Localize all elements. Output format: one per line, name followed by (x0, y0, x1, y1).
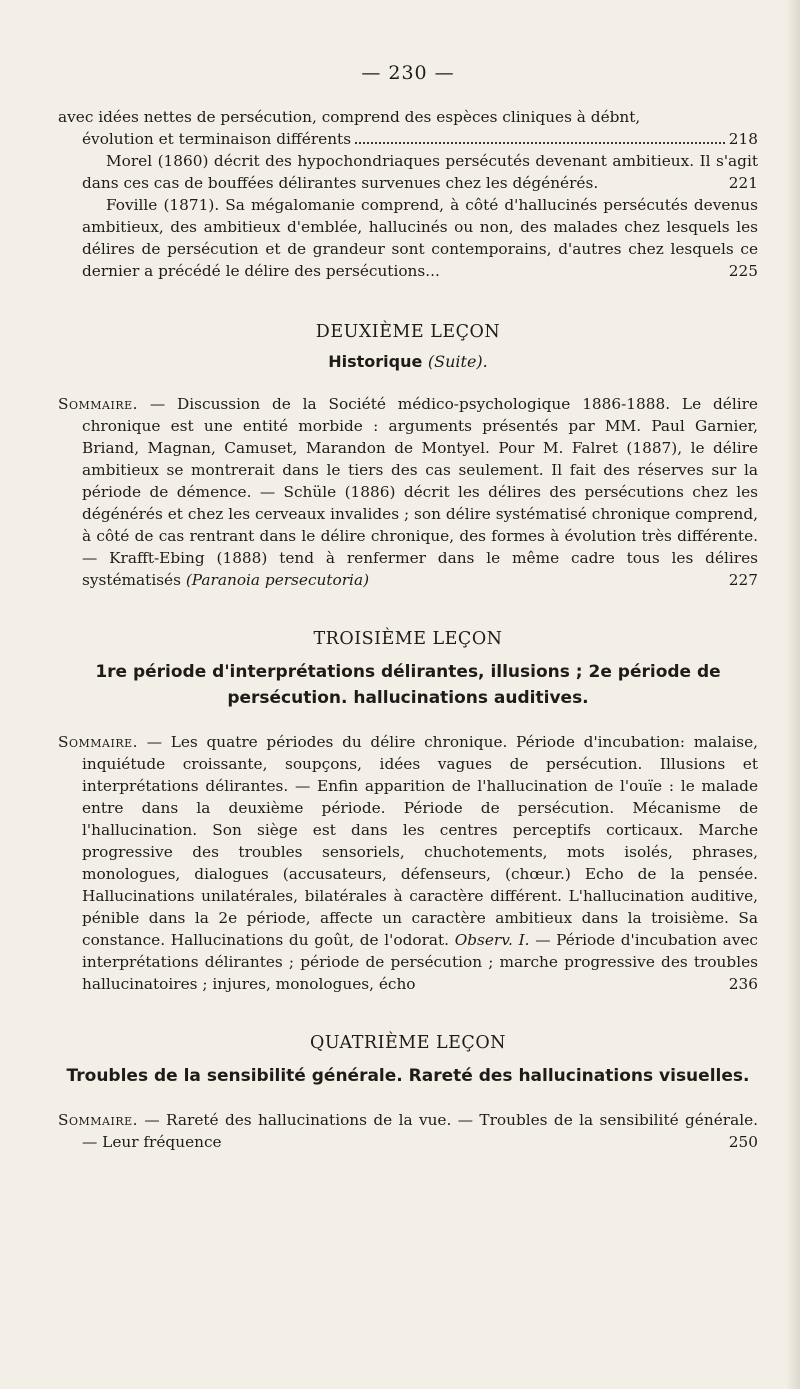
page-ref: 221 (728, 174, 758, 192)
toc-entry: évolution et terminaison différents 218 (82, 130, 758, 148)
continuation-line: avec idées nettes de persécution, comprend des espèces cliniques à débnt, (58, 108, 641, 126)
lesson-title: DEUXIÈME LEÇON (315, 322, 501, 342)
summary-label: Sommaire. (58, 733, 138, 751)
lesson-heading: 1re période d'interprétations délirantes, illusions ; 2e période de persécution. hallucinations auditives. (95, 662, 721, 708)
lesson-subtitle: Historique (Suite). (328, 352, 488, 371)
document-page (58, 62, 758, 1153)
summary-paragraph: Sommaire. — Rareté des hallucinations de la vue. — Troubles de la sensibilité générale. — Leur fréquence 250 (58, 1111, 758, 1151)
page-edge-shadow (786, 0, 800, 1389)
toc-entry-foville: Foville (1871). Sa mégalomanie comprend, à côté d'hallucinés persécutés devenus ambitieux, des ambitieux d'emblée, hallucinés ou non, des malades chez lesquels les délires de persécution et de grandeur sont contemporains, d'autres chez lesquels ce dernier a précédé le délire des persécutions... 225 (82, 196, 758, 280)
page-ref: 218 (728, 130, 758, 148)
summary-label: Sommaire. (58, 1111, 138, 1129)
summary-paragraph: Sommaire. — Discussion de la Société médico-psychologique 1886-1888. Le délire chronique est une entité morbide : arguments présentés par MM. Paul Garnier, Briand, Magnan, Camuset, Marandon de Montyel. Pour M. Falret (1887), le délire ambitieux se montrerait dans le tiers des cas seulement. Il fait des réserves sur la période de démence. — Schüle (1886) décrit les délires des persécutions chez les dégénérés et chez les cerveaux invalides ; son délire systématisé chronique comprend, à côté de cas rentrant dans le délire chronique, des formes à évolution très différente. — Krafft-Ebing (1888) tend à renfermer dans le même cadre tous les délires systématisés (Paranoia persecutoria) 227 (58, 395, 758, 589)
entry-group (82, 150, 758, 282)
summary-label: Sommaire. (58, 395, 138, 413)
lesson-title: TROISIÈME LEÇON (313, 629, 503, 649)
summary-paragraph: Sommaire. — Les quatre périodes du délire chronique. Période d'incubation: malaise, inquiétude croissante, soupçons, idées vagues de persécution. Illusions et interprétations délirantes. — Enfin apparition de l'hallucination de l'ouïe : le malade entre dans la deuxième période. Période de persécution. Mécanisme de l'hallucination. Son siège est dans les centres perceptifs corticaux. Marche progressive des troubles sensoriels, chuchotements, mots isolés, phrases, monologues, dialogues (accusateurs, défenseurs, (chœur.) Echo de la pensée. Hallucinations unilatérales, bilatérales à caractère différent. L'hallucination auditive, pénible dans la 2e période, affecte un caractère ambitieux dans la troisième. Sa constance. Hallucinations du goût, de l'odorat. Observ. I. — Période d'incubation avec interprétations délirantes ; période de persécution ; marche progressive des troubles hallucinatoires ; injures, monologues, écho 236 (58, 733, 758, 993)
lesson-heading: Troubles de la sensibilité générale. Rareté des hallucinations visuelles. (66, 1066, 750, 1086)
page-ref: 236 (728, 975, 758, 993)
page-ref: 225 (728, 262, 758, 280)
dot-leader (355, 142, 725, 144)
page-ref: 227 (728, 571, 758, 589)
page-ref: 250 (728, 1133, 758, 1151)
page-number: — 230 — (361, 62, 455, 84)
toc-entry-morel: Morel (1860) décrit des hypochondriaques persécutés devenant ambitieux. Il s'agit dans ces cas de bouffées délirantes survenues chez les dégénérés. 221 (82, 152, 758, 192)
lesson-title: QUATRIÈME LEÇON (310, 1033, 506, 1053)
